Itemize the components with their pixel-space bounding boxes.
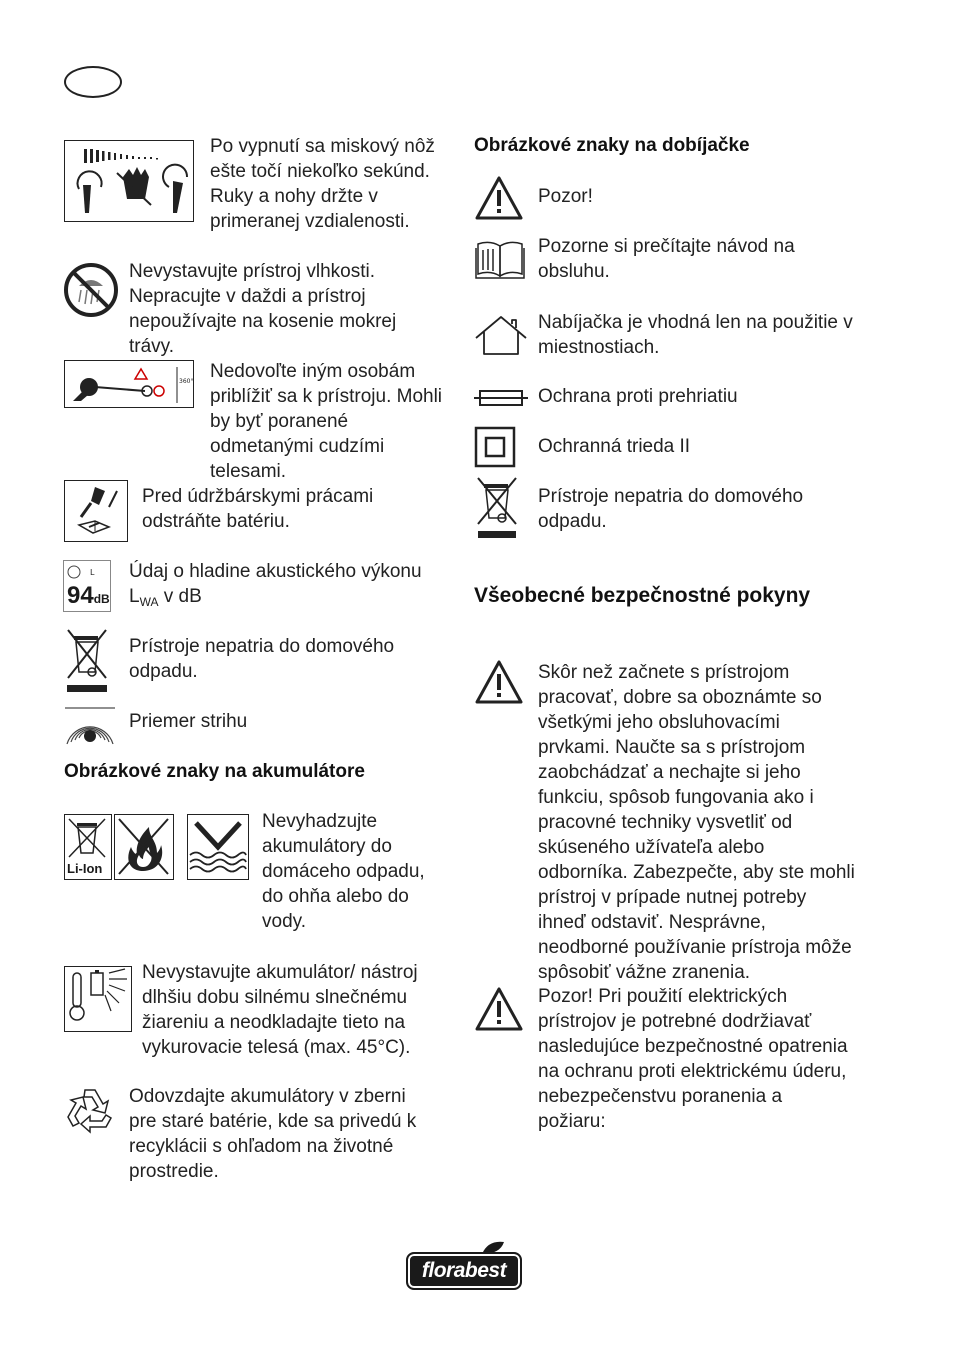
charger-crossed-bin-icon	[474, 476, 520, 540]
no-rain-icon	[63, 262, 119, 318]
cutting-diameter-text: Priemer strihu	[129, 711, 248, 732]
disposal-text: Prístroje nepatria do domového odpadu.	[129, 636, 395, 682]
noise-level-text: Údaj o hladine akustického výkonu $L_{WA}$ v dB	[129, 561, 422, 609]
battery-dispose-text: Nevyhadzujte akumulátory do domáceho odpadu, do ohňa alebo do vody.	[262, 811, 425, 932]
crossed-bin-icon	[64, 626, 110, 694]
blade-rotation-icon	[64, 140, 194, 222]
svg-text:L: L	[90, 568, 95, 577]
recycle-text: Odovzdajte akumulátory v zberni pre staré batérie, kde sa privedú k recyklácii s ohľadom na životné prostredie.	[129, 1086, 417, 1182]
sun-heat-text: Nevystavujte akumulátor/ nástroj dlhšiu dobu silnému slnečnému žiareniu a neodkladajte tieto na vykurovacie telesá (max. 45°C).	[142, 962, 418, 1058]
florabest-logo	[406, 1252, 522, 1290]
brand-name: florabest	[421, 1259, 507, 1282]
warning-icon	[474, 175, 524, 221]
safety-warning-icon-2	[474, 986, 524, 1032]
blade-rotation-text: Po vypnutí sa miskový nôž ešte točí niekoľko sekúnd. Ruky a nohy držte v primeranej vzdialenosti.	[210, 136, 435, 232]
remove-battery-text: Pred údržbárskymi prácami odstráňte batériu.	[142, 486, 374, 532]
protection-class-2-text: Ochranná trieda II	[538, 436, 691, 457]
indoor-use-icon	[474, 314, 528, 356]
noise-unit: dB	[93, 592, 110, 606]
indoor-use-text: Nabíjačka je vhodná len na použitie v miestnostiach.	[538, 312, 853, 358]
li-ion-label: Li-Ion	[67, 861, 103, 876]
safety-text-1: Skôr než začnete s prístrojom pracovať, dobre sa oboznámte so všetkými jeho obsluhovacími prvkami. Naučte sa s prístrojom zaobchádzať a nechajte si jeho funkciu, spôsob fungovania ako i pracovné techniky vysvetliť od skúseného užívateľa alebo odborníka. Zabezpečte, aby ste mohli prístroj v prípade nutnej potreby ihneď odstaviť. Nesprávne, neodborné používanie prístroja môže spôsobiť vážne zranenia.	[538, 662, 855, 983]
logo-leaf-icon	[480, 1240, 506, 1256]
sun-heat-icon	[64, 966, 132, 1032]
no-water-icon	[187, 814, 249, 880]
recycle-icon	[63, 1084, 121, 1138]
overheat-protection-text: Ochrana proti prehriatiu	[538, 386, 738, 407]
no-fire-icon	[114, 814, 174, 880]
noise-level-icon	[63, 560, 111, 612]
language-badge	[64, 66, 122, 98]
safety-warning-icon-1	[474, 659, 524, 705]
cutting-diameter-icon	[63, 704, 117, 746]
safety-text-2: Pozor! Pri použití elektrických prístrojov je potrebné dodržiavať nasledujúce bezpečnostné opatrenia na ochranu proti elektrickému úderu, nebezpečenstvu poranenia a požiaru:	[538, 986, 848, 1132]
noise-value: 94	[67, 582, 94, 609]
read-manual-text: Pozorne si prečítajte návod na obsluhu.	[538, 236, 795, 282]
no-rain-text: Nevystavujte prístroj vlhkosti. Nepracujte v daždi a prístroj nepoužívajte na kosenie mokrej trávy.	[129, 261, 397, 357]
read-manual-icon	[474, 238, 526, 280]
svg-text:360°: 360°	[179, 378, 194, 385]
charger-disposal-text: Prístroje nepatria do domového odpadu.	[538, 486, 804, 532]
battery-symbols-heading: Obrázkové znaky na akumulátore	[64, 761, 365, 782]
warning-text: Pozor!	[538, 186, 593, 207]
remove-battery-icon	[64, 480, 128, 542]
charger-symbols-heading: Obrázkové znaky na dobíjačke	[474, 135, 750, 156]
general-safety-heading: Všeobecné bezpečnostné pokyny	[474, 584, 811, 607]
bystander-warning-icon	[64, 360, 194, 408]
li-ion-bin-icon	[64, 814, 112, 880]
bystander-warning-text: Nedovoľte iným osobám priblížiť sa k prístroju. Mohli by byť poranené odmetanými cudzími telesami.	[210, 361, 443, 482]
protection-class-2-icon	[474, 426, 516, 468]
overheat-protection-icon	[474, 388, 528, 408]
